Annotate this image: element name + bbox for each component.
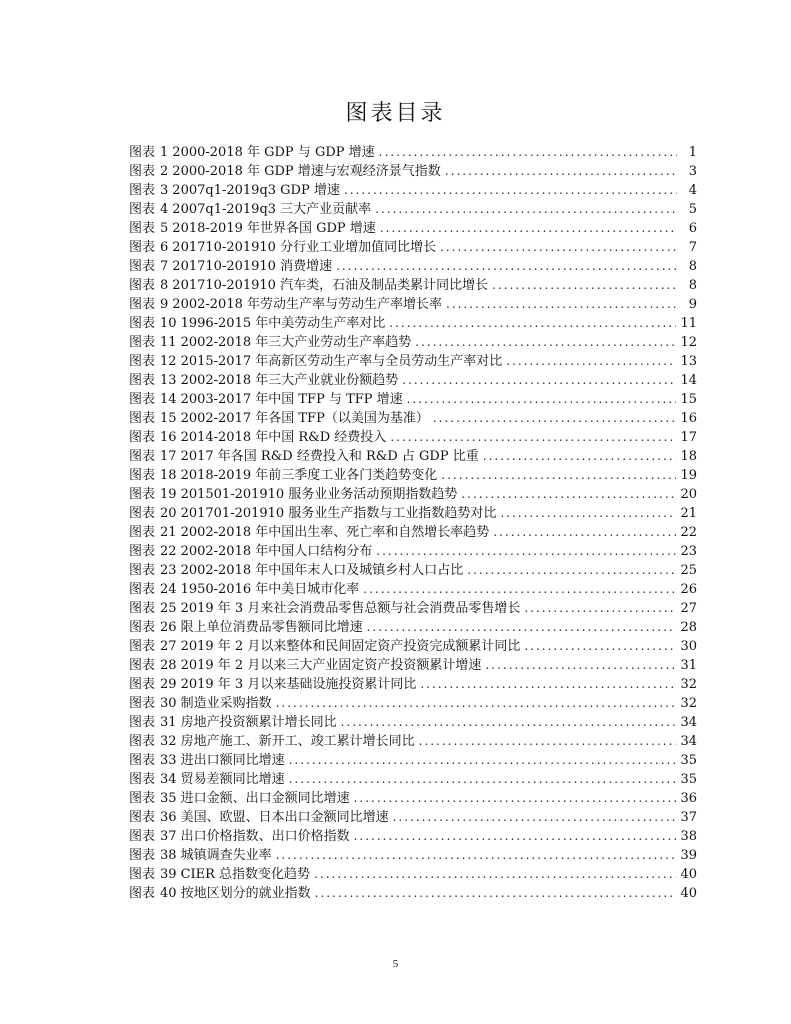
toc-leader-dots xyxy=(380,219,677,238)
toc-entry[interactable] xyxy=(129,523,697,542)
toc-entry-page: 8 xyxy=(688,278,697,293)
toc-entry-number: 38 xyxy=(160,848,177,863)
toc-entry-prefix: 图表 xyxy=(129,430,156,445)
toc-entry-number: 7 xyxy=(160,259,169,274)
toc-entry-number: 35 xyxy=(160,791,177,806)
toc-entry-text: 2003-2017 年中国 TFP 与 TFP 增速 xyxy=(180,392,403,407)
toc-entry-text: 2019 年 2 月以来三大产业固定资产投资额累计增速 xyxy=(180,658,482,673)
toc-entry-page: 32 xyxy=(680,677,697,692)
toc-entry[interactable] xyxy=(129,428,697,447)
toc-leader-dots xyxy=(289,770,677,789)
toc-entry-prefix: 图表 xyxy=(129,183,156,198)
toc-leader-dots xyxy=(363,580,676,599)
toc-entry-label xyxy=(129,447,479,466)
toc-entry-number: 20 xyxy=(160,506,177,521)
toc-entry-label xyxy=(129,523,489,542)
toc-leader-dots xyxy=(393,808,677,827)
toc-entry[interactable] xyxy=(129,409,697,428)
toc-entry-text: 2014-2018 年中国 R&D 经费投入 xyxy=(180,430,387,445)
toc-entry-prefix: 图表 xyxy=(129,411,156,426)
toc-entry-label xyxy=(129,352,502,371)
toc-entry-label xyxy=(129,865,310,884)
toc-leader-dots xyxy=(354,789,677,808)
toc-entry-prefix: 图表 xyxy=(129,582,156,597)
toc-entry-page: 18 xyxy=(680,449,697,464)
toc-entry-number: 4 xyxy=(160,202,169,217)
toc-entry-page: 22 xyxy=(680,525,697,540)
toc-leader-dots xyxy=(407,390,677,409)
toc-entry-page: 7 xyxy=(688,240,697,255)
toc-leader-dots xyxy=(492,276,677,295)
toc-entry-page: 40 xyxy=(680,886,697,901)
toc-entry[interactable] xyxy=(129,238,697,257)
toc-entry-page: 35 xyxy=(680,772,697,787)
toc-list xyxy=(129,143,697,903)
toc-entry[interactable] xyxy=(129,200,697,219)
toc-entry-label xyxy=(129,314,385,333)
toc-entry-text: 2018-2019 年前三季度工业各门类趋势变化 xyxy=(180,468,438,483)
toc-entry[interactable] xyxy=(129,333,697,352)
toc-entry-page: 11 xyxy=(680,316,697,331)
toc-leader-dots xyxy=(367,618,677,637)
toc-entry-text: 2007q1-2019q3 三大产业贡献率 xyxy=(172,202,372,217)
toc-entry-text: 2002-2018 年三大产业就业份额趋势 xyxy=(180,373,399,388)
toc-entry-number: 29 xyxy=(160,677,177,692)
toc-entry[interactable] xyxy=(129,219,697,238)
toc-entry-text: 1950-2016 年中美日城市化率 xyxy=(180,582,360,597)
toc-entry-text: 城镇调查失业率 xyxy=(180,848,272,863)
toc-entry-page: 8 xyxy=(688,259,697,274)
toc-entry-prefix: 图表 xyxy=(129,354,156,369)
toc-entry-prefix: 图表 xyxy=(129,563,156,578)
toc-entry-page: 34 xyxy=(680,734,697,749)
toc-entry-number: 9 xyxy=(160,297,169,312)
toc-entry-page: 35 xyxy=(680,753,697,768)
toc-leader-dots xyxy=(467,561,676,580)
toc-entry-prefix: 图表 xyxy=(129,316,156,331)
toc-entry[interactable] xyxy=(129,447,697,466)
toc-entry-label xyxy=(129,694,272,713)
toc-leader-dots xyxy=(506,352,676,371)
toc-entry-label xyxy=(129,219,376,238)
toc-entry-text: 2015-2017 年高新区劳动生产率与全员劳动生产率对比 xyxy=(180,354,503,369)
toc-entry-text: 201710-201910 汽车类，石油及制品类累计同比增长 xyxy=(172,278,489,293)
toc-entry-page: 32 xyxy=(680,696,697,711)
toc-entry-label xyxy=(129,390,403,409)
toc-entry-number: 19 xyxy=(160,487,177,502)
toc-entry-page: 14 xyxy=(680,373,697,388)
toc-entry[interactable] xyxy=(129,694,697,713)
toc-entry[interactable] xyxy=(129,770,697,789)
toc-entry-label xyxy=(129,143,375,162)
toc-leader-dots xyxy=(314,865,676,884)
toc-entry-text: 2000-2018 年 GDP 增速与宏观经济景气指数 xyxy=(172,164,441,179)
toc-leader-dots xyxy=(441,466,676,485)
toc-entry-page: 9 xyxy=(688,297,697,312)
toc-entry-page: 34 xyxy=(680,715,697,730)
toc-entry-prefix: 图表 xyxy=(129,392,156,407)
toc-entry[interactable] xyxy=(129,181,697,200)
toc-entry-text: 按地区划分的就业指数 xyxy=(180,886,311,901)
toc-entry-page: 19 xyxy=(680,468,697,483)
toc-entry-number: 16 xyxy=(160,430,177,445)
toc-entry-number: 30 xyxy=(160,696,177,711)
toc-entry-prefix: 图表 xyxy=(129,335,156,350)
toc-entry-label xyxy=(129,504,496,523)
toc-leader-dots xyxy=(336,257,677,276)
toc-entry-page: 4 xyxy=(688,183,697,198)
toc-entry-page: 3 xyxy=(688,164,697,179)
toc-entry-number: 11 xyxy=(160,335,177,350)
toc-leader-dots xyxy=(433,409,677,428)
toc-entry-number: 31 xyxy=(160,715,177,730)
toc-entry[interactable] xyxy=(129,257,697,276)
toc-entry[interactable] xyxy=(129,371,697,390)
toc-entry-number: 28 xyxy=(160,658,177,673)
toc-entry-text: 201710-201910 分行业工业增加值同比增长 xyxy=(172,240,437,255)
toc-entry-label xyxy=(129,618,363,637)
toc-entry-label xyxy=(129,542,372,561)
toc-entry-number: 40 xyxy=(160,886,177,901)
toc-entry[interactable] xyxy=(129,390,697,409)
toc-entry-text: 2000-2018 年 GDP 与 GDP 增速 xyxy=(172,145,375,160)
toc-entry-number: 25 xyxy=(160,601,177,616)
toc-entry[interactable] xyxy=(129,276,697,295)
toc-entry-label xyxy=(129,371,398,390)
toc-entry-text: 进口金额、出口金额同比增速 xyxy=(180,791,350,806)
toc-entry-text: 2002-2017 年各国 TFP（以美国为基准） xyxy=(180,411,429,426)
toc-entry[interactable] xyxy=(129,865,697,884)
toc-entry[interactable] xyxy=(129,561,697,580)
toc-entry-label xyxy=(129,770,285,789)
toc-entry-page: 21 xyxy=(680,506,697,521)
toc-entry-text: 1996-2015 年中美劳动生产率对比 xyxy=(180,316,386,331)
toc-leader-dots xyxy=(276,846,677,865)
toc-entry-number: 12 xyxy=(160,354,177,369)
toc-entry-prefix: 图表 xyxy=(129,848,156,863)
toc-entry-label xyxy=(129,713,337,732)
toc-entry-page: 30 xyxy=(680,639,697,654)
toc-entry-page: 31 xyxy=(680,658,697,673)
toc-entry-number: 8 xyxy=(160,278,169,293)
toc-entry-text: 201501-201910 服务业业务活动预期指数趋势 xyxy=(180,487,458,502)
toc-entry[interactable] xyxy=(129,713,697,732)
toc-entry-text: 2019 年 2 月以来整体和民间固定资产投资完成额累计同比 xyxy=(180,639,521,654)
toc-entry[interactable] xyxy=(129,808,697,827)
toc-entry-text: 进出口额同比增速 xyxy=(180,753,285,768)
toc-entry-page: 12 xyxy=(680,335,697,350)
toc-entry-label xyxy=(129,846,272,865)
toc-entry-prefix: 图表 xyxy=(129,696,156,711)
toc-entry-label xyxy=(129,485,457,504)
toc-entry-number: 15 xyxy=(160,411,177,426)
page-number: 5 xyxy=(392,958,399,970)
toc-entry-label xyxy=(129,884,311,903)
toc-entry-label xyxy=(129,200,371,219)
toc-entry-prefix: 图表 xyxy=(129,810,156,825)
toc-entry-text: 房地产投资额累计增长同比 xyxy=(180,715,337,730)
toc-entry-label xyxy=(129,732,415,751)
toc-entry-page: 20 xyxy=(680,487,697,502)
toc-leader-dots xyxy=(524,599,676,618)
toc-entry-label xyxy=(129,580,359,599)
toc-entry-label xyxy=(129,162,441,181)
toc-entry-label xyxy=(129,276,488,295)
toc-entry-number: 24 xyxy=(160,582,177,597)
toc-leader-dots xyxy=(379,143,677,162)
toc-entry[interactable] xyxy=(129,162,697,181)
toc-leader-dots xyxy=(402,371,676,390)
toc-entry-prefix: 图表 xyxy=(129,715,156,730)
toc-entry-label xyxy=(129,238,436,257)
toc-entry-page: 13 xyxy=(680,354,697,369)
toc-entry-number: 3 xyxy=(160,183,169,198)
toc-entry-number: 37 xyxy=(160,829,177,844)
toc-entry-number: 39 xyxy=(160,867,177,882)
toc-entry-page: 5 xyxy=(688,202,697,217)
toc-entry-label xyxy=(129,808,389,827)
toc-entry-prefix: 图表 xyxy=(129,202,156,217)
toc-entry[interactable] xyxy=(129,504,697,523)
toc-entry-number: 14 xyxy=(160,392,177,407)
toc-entry-text: 201701-201910 服务业生产指数与工业指数趋势对比 xyxy=(180,506,497,521)
toc-entry-prefix: 图表 xyxy=(129,620,156,635)
toc-entry-number: 10 xyxy=(160,316,177,331)
toc-entry[interactable] xyxy=(129,637,697,656)
toc-entry-number: 5 xyxy=(160,221,169,236)
toc-entry-prefix: 图表 xyxy=(129,506,156,521)
toc-title: 图表目录 xyxy=(345,101,446,126)
toc-entry-text: 2019 年 3 月以来基础设施投资累计同比 xyxy=(180,677,417,692)
toc-entry-prefix: 图表 xyxy=(129,297,156,312)
toc-entry[interactable] xyxy=(129,542,697,561)
toc-entry-prefix: 图表 xyxy=(129,734,156,749)
toc-entry-prefix: 图表 xyxy=(129,221,156,236)
toc-entry[interactable] xyxy=(129,143,697,162)
toc-entry-text: 2007q1-2019q3 GDP 增速 xyxy=(172,183,340,198)
toc-entry-prefix: 图表 xyxy=(129,373,156,388)
toc-entry-text: 2002-2018 年中国年末人口及城镇乡村人口占比 xyxy=(180,563,464,578)
toc-entry-text: 2002-2018 年劳动生产率与劳动生产率增长率 xyxy=(172,297,442,312)
toc-entry-prefix: 图表 xyxy=(129,487,156,502)
toc-entry-label xyxy=(129,827,350,846)
toc-entry-page: 28 xyxy=(680,620,697,635)
toc-entry-prefix: 图表 xyxy=(129,601,156,616)
toc-entry-prefix: 图表 xyxy=(129,658,156,673)
toc-leader-dots xyxy=(524,637,676,656)
toc-entry-prefix: 图表 xyxy=(129,791,156,806)
toc-entry-label xyxy=(129,466,437,485)
toc-entry-page: 25 xyxy=(680,563,697,578)
toc-leader-dots xyxy=(493,523,676,542)
toc-entry-text: 2002-2018 年中国出生率、死亡率和自然增长率趋势 xyxy=(180,525,490,540)
toc-entry-number: 13 xyxy=(160,373,177,388)
toc-leader-dots xyxy=(420,675,676,694)
toc-entry[interactable] xyxy=(129,675,697,694)
toc-entry-page: 6 xyxy=(688,221,697,236)
toc-entry[interactable] xyxy=(129,580,697,599)
toc-entry-text: 201710-201910 消费增速 xyxy=(172,259,333,274)
toc-leader-dots xyxy=(375,200,677,219)
toc-entry-label xyxy=(129,181,340,200)
toc-entry-prefix: 图表 xyxy=(129,145,156,160)
toc-leader-dots xyxy=(485,656,676,675)
toc-entry-prefix: 图表 xyxy=(129,753,156,768)
toc-entry-label xyxy=(129,409,429,428)
toc-entry-page: 39 xyxy=(680,848,697,863)
toc-entry-text: 房地产施工、新开工、竣工累计增长同比 xyxy=(180,734,415,749)
toc-leader-dots xyxy=(419,732,677,751)
toc-entry-prefix: 图表 xyxy=(129,886,156,901)
toc-entry[interactable] xyxy=(129,732,697,751)
toc-leader-dots xyxy=(500,504,676,523)
toc-entry-prefix: 图表 xyxy=(129,468,156,483)
toc-leader-dots xyxy=(344,181,677,200)
toc-entry-prefix: 图表 xyxy=(129,525,156,540)
toc-entry-text: 2017 年各国 R&D 经费投入和 R&D 占 GDP 比重 xyxy=(180,449,479,464)
toc-entry-number: 23 xyxy=(160,563,177,578)
toc-entry-label xyxy=(129,656,481,675)
toc-entry[interactable] xyxy=(129,789,697,808)
toc-entry-number: 17 xyxy=(160,449,177,464)
toc-entry-label xyxy=(129,637,520,656)
toc-entry-text: 制造业采购指数 xyxy=(180,696,272,711)
toc-leader-dots xyxy=(276,694,677,713)
toc-entry-number: 32 xyxy=(160,734,177,749)
toc-entry[interactable] xyxy=(129,751,697,770)
toc-leader-dots xyxy=(483,447,677,466)
toc-entry[interactable] xyxy=(129,485,697,504)
toc-entry-prefix: 图表 xyxy=(129,240,156,255)
toc-entry-page: 26 xyxy=(680,582,697,597)
toc-entry-prefix: 图表 xyxy=(129,544,156,559)
toc-entry[interactable] xyxy=(129,846,697,865)
toc-entry-prefix: 图表 xyxy=(129,449,156,464)
toc-entry-prefix: 图表 xyxy=(129,772,156,787)
toc-entry-label xyxy=(129,675,416,694)
toc-entry-text: 2018-2019 年世界各国 GDP 增速 xyxy=(172,221,376,236)
toc-entry-number: 21 xyxy=(160,525,177,540)
toc-entry-prefix: 图表 xyxy=(129,164,156,179)
toc-leader-dots xyxy=(289,751,677,770)
toc-entry[interactable] xyxy=(129,884,697,903)
toc-entry-number: 36 xyxy=(160,810,177,825)
toc-entry-label xyxy=(129,789,350,808)
toc-entry-prefix: 图表 xyxy=(129,259,156,274)
toc-leader-dots xyxy=(390,428,676,447)
toc-entry-prefix: 图表 xyxy=(129,639,156,654)
toc-entry-label xyxy=(129,257,332,276)
toc-entry-page: 36 xyxy=(680,791,697,806)
toc-leader-dots xyxy=(445,162,677,181)
toc-entry-prefix: 图表 xyxy=(129,829,156,844)
toc-entry-page: 17 xyxy=(680,430,697,445)
toc-leader-dots xyxy=(440,238,677,257)
toc-entry-text: 2019 年 3 月来社会消费品零售总额与社会消费品零售增长 xyxy=(180,601,521,616)
toc-entry[interactable] xyxy=(129,827,697,846)
toc-leader-dots xyxy=(389,314,676,333)
toc-entry-number: 18 xyxy=(160,468,177,483)
toc-entry-number: 6 xyxy=(160,240,169,255)
toc-entry-page: 38 xyxy=(680,829,697,844)
toc-entry[interactable] xyxy=(129,618,697,637)
toc-entry[interactable] xyxy=(129,352,697,371)
toc-entry-page: 15 xyxy=(680,392,697,407)
toc-leader-dots xyxy=(354,827,677,846)
toc-leader-dots xyxy=(341,713,677,732)
toc-entry-prefix: 图表 xyxy=(129,278,156,293)
toc-entry-number: 1 xyxy=(160,145,169,160)
toc-entry-label xyxy=(129,751,285,770)
toc-entry-prefix: 图表 xyxy=(129,677,156,692)
toc-entry-prefix: 图表 xyxy=(129,867,156,882)
toc-entry-text: 美国、欧盟、日本出口金额同比增速 xyxy=(180,810,389,825)
toc-entry[interactable] xyxy=(129,314,697,333)
toc-entry-number: 2 xyxy=(160,164,169,179)
toc-entry-number: 26 xyxy=(160,620,177,635)
toc-entry-number: 34 xyxy=(160,772,177,787)
toc-entry-page: 16 xyxy=(680,411,697,426)
toc-leader-dots xyxy=(461,485,676,504)
toc-entry[interactable] xyxy=(129,599,697,618)
toc-entry[interactable] xyxy=(129,295,697,314)
toc-entry-text: 限上单位消费品零售额同比增速 xyxy=(180,620,363,635)
toc-entry-label xyxy=(129,599,520,618)
toc-entry-label xyxy=(129,295,442,314)
toc-entry-text: 出口价格指数、出口价格指数 xyxy=(180,829,350,844)
toc-entry-number: 22 xyxy=(160,544,177,559)
toc-entry-label xyxy=(129,333,411,352)
toc-entry-number: 33 xyxy=(160,753,177,768)
toc-entry[interactable] xyxy=(129,656,697,675)
toc-entry-text: 2002-2018 年中国人口结构分布 xyxy=(180,544,373,559)
toc-entry-text: 贸易差额同比增速 xyxy=(180,772,285,787)
toc-entry-page: 37 xyxy=(680,810,697,825)
toc-entry-page: 23 xyxy=(680,544,697,559)
toc-entry-number: 27 xyxy=(160,639,177,654)
toc-entry-label xyxy=(129,561,463,580)
toc-entry-text: 2002-2018 年三大产业劳动生产率趋势 xyxy=(180,335,412,350)
toc-leader-dots xyxy=(446,295,677,314)
toc-entry-page: 40 xyxy=(680,867,697,882)
toc-leader-dots xyxy=(415,333,676,352)
toc-leader-dots xyxy=(376,542,676,561)
toc-entry[interactable] xyxy=(129,466,697,485)
toc-leader-dots xyxy=(315,884,677,903)
toc-entry-label xyxy=(129,428,386,447)
toc-entry-page: 27 xyxy=(680,601,697,616)
toc-entry-page: 1 xyxy=(688,145,697,160)
toc-entry-text: CIER 总指数变化趋势 xyxy=(180,867,311,882)
